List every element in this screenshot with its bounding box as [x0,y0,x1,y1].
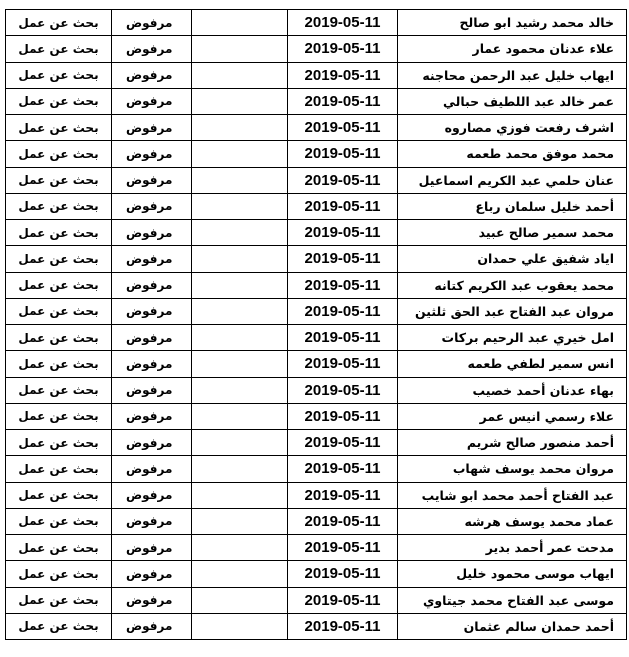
blank-cell [192,325,288,351]
table-row [6,403,627,429]
status-cell: بحث عن عمل [6,36,112,62]
table-row [6,36,627,62]
table-row [6,456,627,482]
name-cell: موسى عبد الفتاح محمد جيتاوي [398,587,627,613]
decision-cell: مرفوض [112,587,192,613]
date-cell: 2019-05-11 [288,62,398,88]
status-cell: بحث عن عمل [6,482,112,508]
blank-cell [192,141,288,167]
blank-cell [192,456,288,482]
name-cell: عبد الفتاح أحمد محمد ابو شايب [398,482,627,508]
blank-cell [192,613,288,639]
date-cell: 2019-05-11 [288,482,398,508]
name-cell: عماد محمد يوسف هرشه [398,508,627,534]
decision-cell: مرفوض [112,325,192,351]
decision-cell: مرفوض [112,88,192,114]
status-cell: بحث عن عمل [6,535,112,561]
name-cell: بهاء عدنان أحمد خصيب [398,377,627,403]
decision-cell: مرفوض [112,482,192,508]
date-cell: 2019-05-11 [288,10,398,36]
decision-cell: مرفوض [112,613,192,639]
decision-cell: مرفوض [112,508,192,534]
table-row [6,88,627,114]
blank-cell [192,10,288,36]
date-cell: 2019-05-11 [288,36,398,62]
table-row [6,167,627,193]
table-row [6,325,627,351]
name-cell: انس سمير لطفي طعمه [398,351,627,377]
blank-cell [192,351,288,377]
date-cell: 2019-05-11 [288,377,398,403]
records-table-body [6,10,627,640]
name-cell: اياد شفيق علي حمدان [398,246,627,272]
blank-cell [192,220,288,246]
blank-cell [192,193,288,219]
blank-cell [192,508,288,534]
table-row [6,587,627,613]
decision-cell: مرفوض [112,167,192,193]
status-cell: بحث عن عمل [6,220,112,246]
status-cell: بحث عن عمل [6,10,112,36]
blank-cell [192,62,288,88]
name-cell: محمد يعقوب عبد الكريم كتانه [398,272,627,298]
blank-cell [192,167,288,193]
date-cell: 2019-05-11 [288,535,398,561]
date-cell: 2019-05-11 [288,587,398,613]
blank-cell [192,561,288,587]
decision-cell: مرفوض [112,141,192,167]
status-cell: بحث عن عمل [6,115,112,141]
table-row [6,193,627,219]
status-cell: بحث عن عمل [6,141,112,167]
name-cell: أحمد منصور صالح شريم [398,430,627,456]
status-cell: بحث عن عمل [6,88,112,114]
date-cell: 2019-05-11 [288,613,398,639]
name-cell: عنان حلمي عبد الكريم اسماعيل [398,167,627,193]
status-cell: بحث عن عمل [6,403,112,429]
blank-cell [192,587,288,613]
table-row [6,535,627,561]
date-cell: 2019-05-11 [288,351,398,377]
decision-cell: مرفوض [112,193,192,219]
decision-cell: مرفوض [112,220,192,246]
date-cell: 2019-05-11 [288,88,398,114]
table-row [6,10,627,36]
decision-cell: مرفوض [112,115,192,141]
name-cell: امل خيري عبد الرحيم بركات [398,325,627,351]
status-cell: بحث عن عمل [6,193,112,219]
status-cell: بحث عن عمل [6,508,112,534]
blank-cell [192,272,288,298]
name-cell: علاء رسمي انيس عمر [398,403,627,429]
date-cell: 2019-05-11 [288,298,398,324]
name-cell: أحمد خليل سلمان رباع [398,193,627,219]
blank-cell [192,298,288,324]
date-cell: 2019-05-11 [288,561,398,587]
date-cell: 2019-05-11 [288,403,398,429]
table-row [6,298,627,324]
date-cell: 2019-05-11 [288,430,398,456]
name-cell: أحمد حمدان سالم عثمان [398,613,627,639]
date-cell: 2019-05-11 [288,508,398,534]
decision-cell: مرفوض [112,430,192,456]
name-cell: مدحت عمر أحمد بدير [398,535,627,561]
decision-cell: مرفوض [112,377,192,403]
date-cell: 2019-05-11 [288,325,398,351]
date-cell: 2019-05-11 [288,246,398,272]
status-cell: بحث عن عمل [6,167,112,193]
blank-cell [192,115,288,141]
decision-cell: مرفوض [112,62,192,88]
status-cell: بحث عن عمل [6,62,112,88]
status-cell: بحث عن عمل [6,325,112,351]
status-cell: بحث عن عمل [6,298,112,324]
status-cell: بحث عن عمل [6,351,112,377]
name-cell: محمد سمير صالح عبيد [398,220,627,246]
decision-cell: مرفوض [112,403,192,429]
date-cell: 2019-05-11 [288,115,398,141]
date-cell: 2019-05-11 [288,456,398,482]
name-cell: ايهاب خليل عبد الرحمن محاجنه [398,62,627,88]
name-cell: مروان محمد يوسف شهاب [398,456,627,482]
table-row [6,508,627,534]
name-cell: اشرف رفعت فوزي مصاروه [398,115,627,141]
status-cell: بحث عن عمل [6,587,112,613]
status-cell: بحث عن عمل [6,430,112,456]
table-row [6,62,627,88]
status-cell: بحث عن عمل [6,456,112,482]
status-cell: بحث عن عمل [6,377,112,403]
table-row [6,561,627,587]
records-table [5,9,627,640]
decision-cell: مرفوض [112,535,192,561]
blank-cell [192,535,288,561]
status-cell: بحث عن عمل [6,613,112,639]
status-cell: بحث عن عمل [6,272,112,298]
table-row [6,246,627,272]
blank-cell [192,36,288,62]
name-cell: محمد موفق محمد طعمه [398,141,627,167]
blank-cell [192,482,288,508]
blank-cell [192,377,288,403]
table-row [6,613,627,639]
decision-cell: مرفوض [112,351,192,377]
name-cell: مروان عبد الفتاح عبد الحق ثلثين [398,298,627,324]
status-cell: بحث عن عمل [6,246,112,272]
decision-cell: مرفوض [112,561,192,587]
name-cell: علاء عدنان محمود عمار [398,36,627,62]
blank-cell [192,430,288,456]
name-cell: خالد محمد رشيد ابو صالح [398,10,627,36]
decision-cell: مرفوض [112,456,192,482]
date-cell: 2019-05-11 [288,167,398,193]
date-cell: 2019-05-11 [288,220,398,246]
decision-cell: مرفوض [112,272,192,298]
table-row [6,377,627,403]
decision-cell: مرفوض [112,10,192,36]
date-cell: 2019-05-11 [288,272,398,298]
table-row [6,272,627,298]
blank-cell [192,88,288,114]
table-row [6,351,627,377]
name-cell: ايهاب موسى محمود خليل [398,561,627,587]
decision-cell: مرفوض [112,246,192,272]
table-row [6,220,627,246]
table-row [6,482,627,508]
date-cell: 2019-05-11 [288,141,398,167]
table-row [6,430,627,456]
table-row [6,115,627,141]
date-cell: 2019-05-11 [288,193,398,219]
status-cell: بحث عن عمل [6,561,112,587]
decision-cell: مرفوض [112,36,192,62]
blank-cell [192,403,288,429]
decision-cell: مرفوض [112,298,192,324]
table-row [6,141,627,167]
name-cell: عمر خالد عبد اللطيف حبالي [398,88,627,114]
blank-cell [192,246,288,272]
